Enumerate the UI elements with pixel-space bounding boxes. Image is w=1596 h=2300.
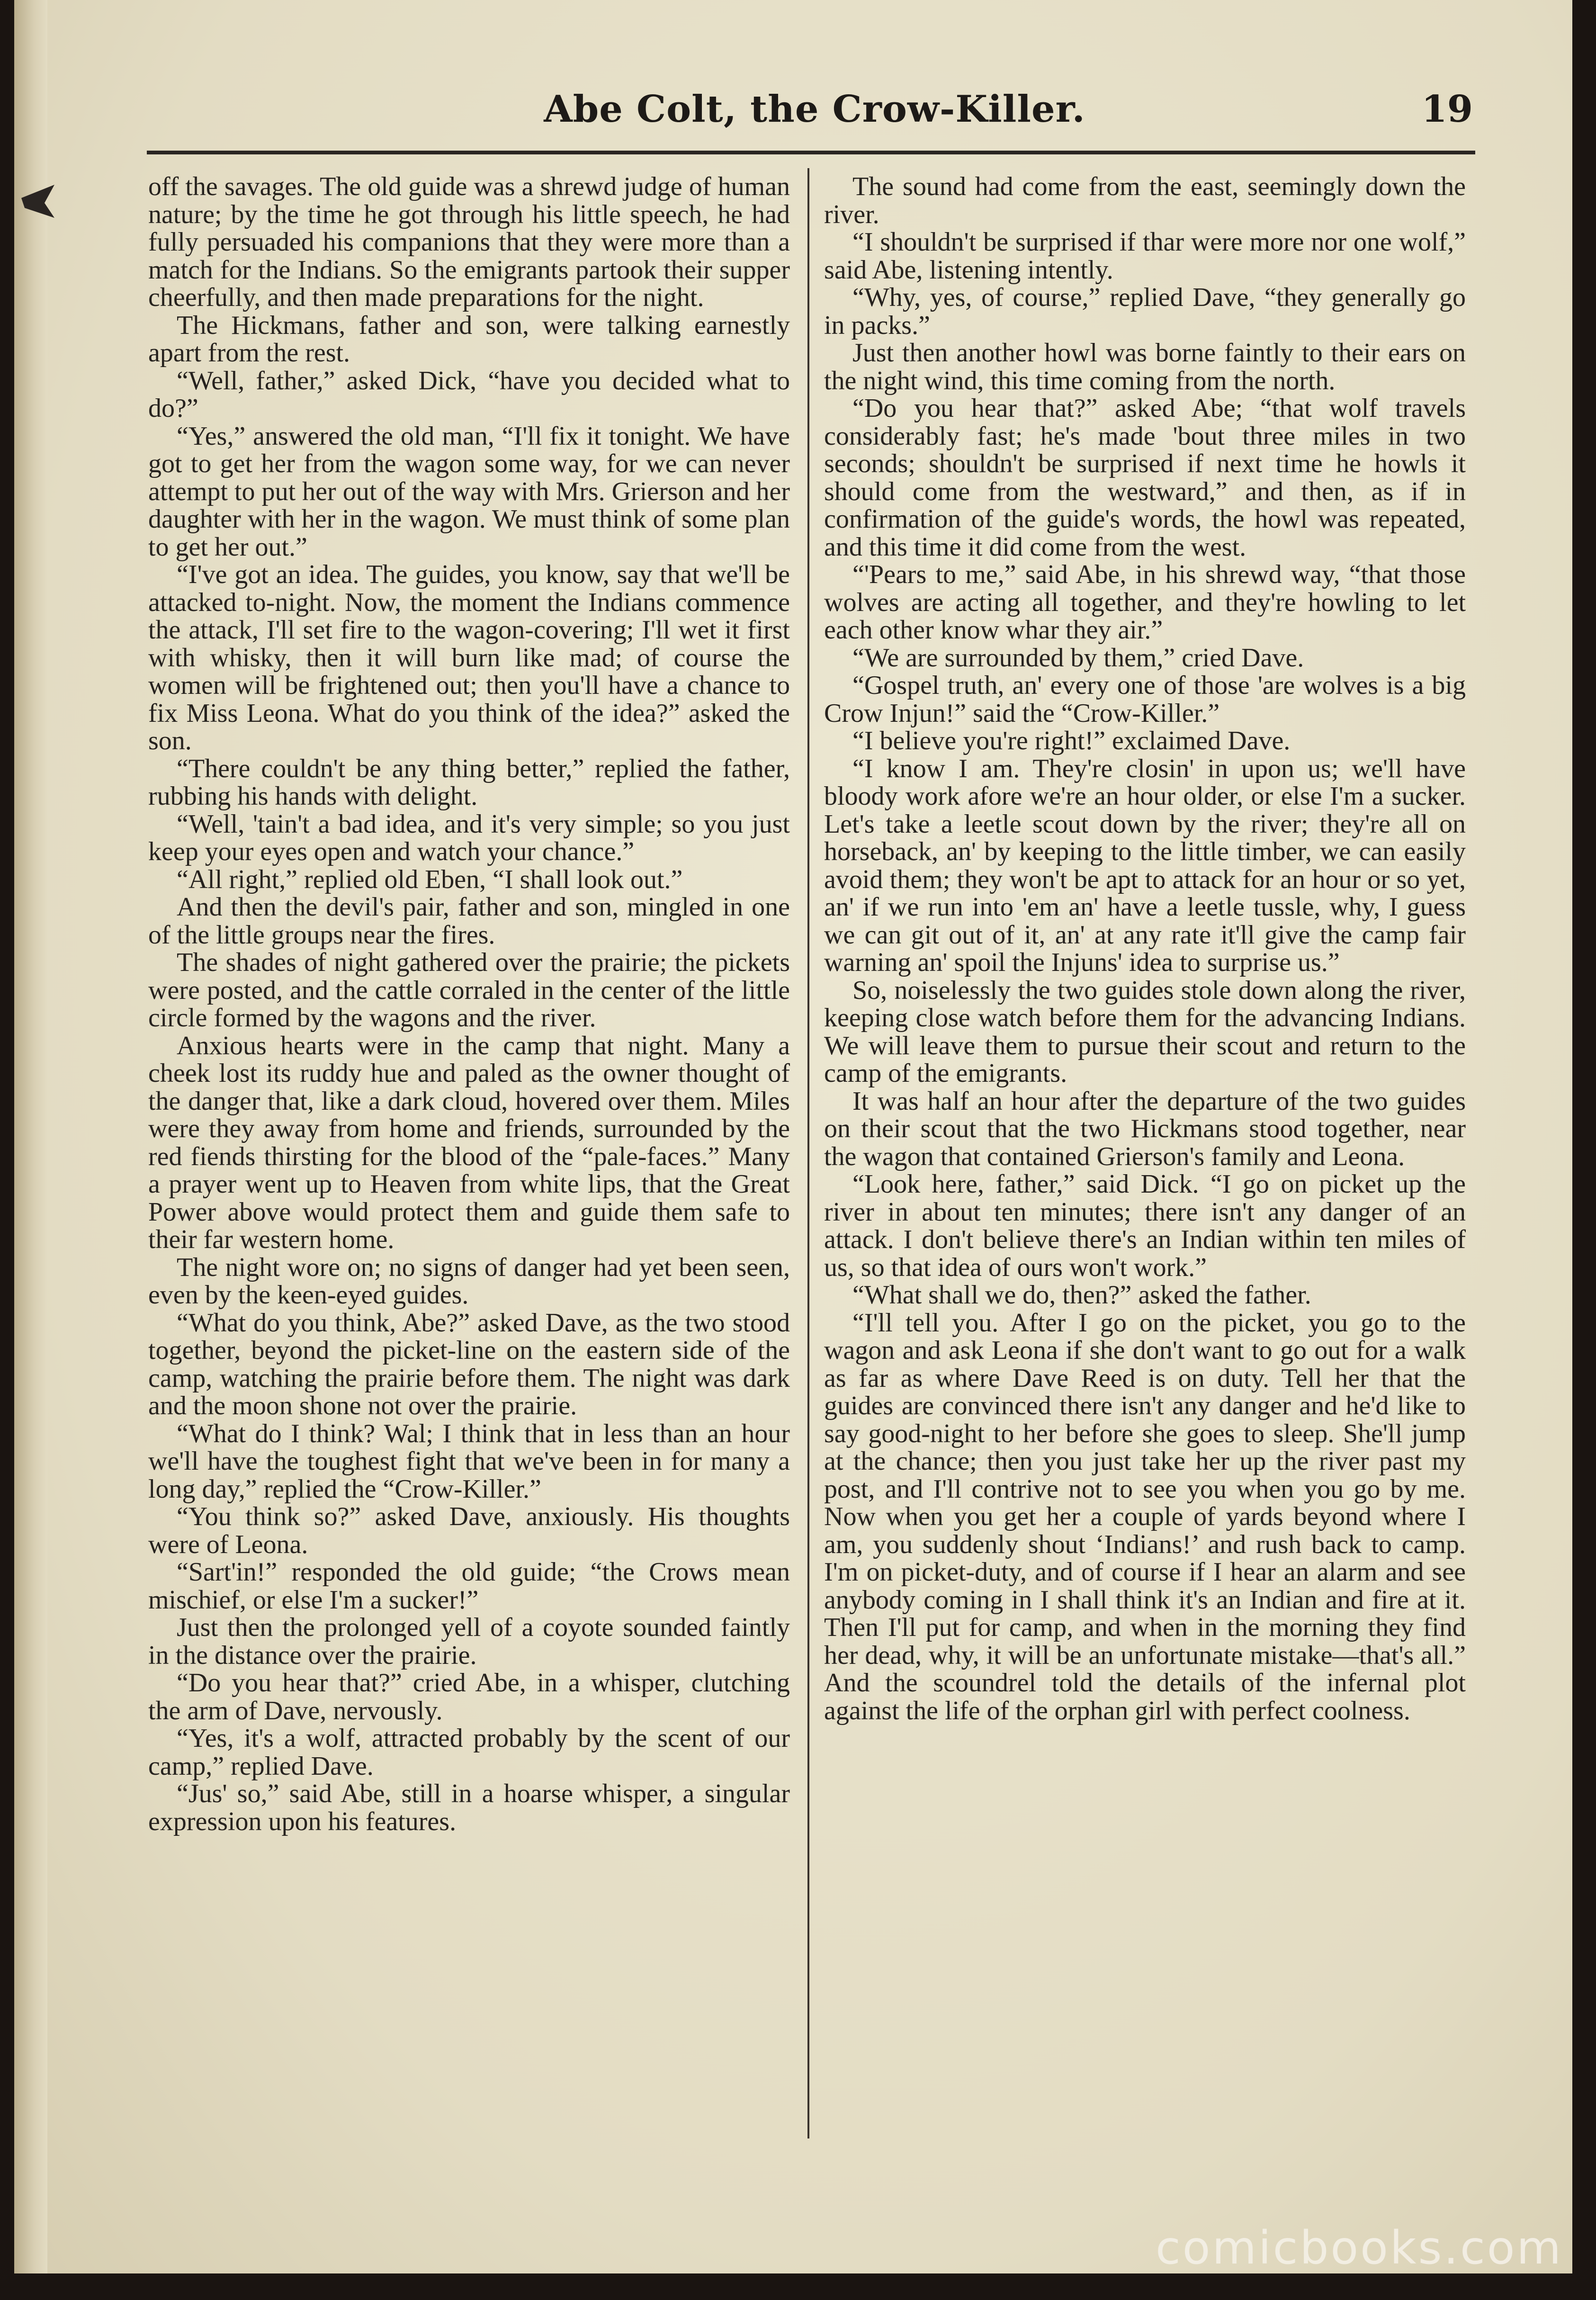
paragraph: The sound had come from the east, seemingly down the river.	[824, 173, 1466, 229]
paragraph: “I shouldn't be surprised if thar were more nor one wolf,” said Abe, listening intently.	[824, 227, 1466, 285]
paragraph: Just then another howl was borne faintly to their ears on the night wind, this time coming from the north.	[824, 338, 1466, 395]
page-number: 19	[1421, 88, 1473, 131]
left-text-column	[148, 173, 790, 2153]
paragraph: “Well, father,” asked Dick, “have you decided what to do?”	[148, 366, 790, 423]
paragraph: The Hickmans, father and son, were talking earnestly apart from the rest.	[148, 310, 790, 368]
header-rule	[147, 151, 1475, 154]
paragraph: “Do you hear that?” asked Abe; “that wolf travels considerably fast; he's made 'bout three miles in two seconds; shouldn't be surprised if next time he howls it should come from the westward,” and then, as if in confirmation of the guide's words, the howl was repeated, and this time it did come from the west.	[824, 394, 1466, 562]
bottom-border	[14, 2273, 1572, 2300]
paragraph: “Why, yes, of course,” replied Dave, “they generally go in packs.”	[824, 283, 1466, 340]
paragraph: “'Pears to me,” said Abe, in his shrewd way, “that those wolves are acting all together, and they're howling to let each other know whar they air.”	[824, 560, 1466, 645]
page-spine-shadow	[14, 0, 47, 2273]
site-watermark: comicbooks.com	[1155, 2221, 1563, 2274]
paragraph: The shades of night gathered over the prairie; the pickets were posted, and the cattle corraled in the center of the little circle formed by the wagons and the river.	[148, 948, 790, 1033]
paragraph: It was half an hour after the departure of the two guides on their scout that the two Hickmans stood together, near the wagon that contained Grierson's family and Leona.	[824, 1086, 1466, 1171]
paragraph: “What do you think, Abe?” asked Dave, as the two stood together, beyond the picket-line on the eastern side of the camp, watching the prairie before them. The night was dark and the moon shone not over the prairie.	[148, 1308, 790, 1420]
paragraph: “All right,” replied old Eben, “I shall look out.”	[177, 864, 683, 894]
paragraph: “I'll tell you. After I go on the picket, you go to the wagon and ask Leona if she don't want to go out for a walk as far as where Dave Reed is on duty. Tell her that the guides are convinced there isn't any danger and he'd like to say good-night to her before she goes to sleep. She'll jump at the chance; then you just take her up the river past my post, and I'll contrive not to see you when you go by me. Now when you get her a couple of yards beyond where I am, you suddenly shout ‘Indians!’ and rush back to camp. I'm on picket-duty, and of course if I hear an alarm and see anybody coming in I shall think it's an Indian and fire at it. Then I'll put for camp, and when in the morning they find her dead, why, it will be an unfortunate mistake—that's all.” And the scoundrel told the details of the infernal plot against the life of the orphan girl with perfect coolness.	[824, 1308, 1466, 1725]
paragraph: “We are surrounded by them,” cried Dave.	[852, 643, 1304, 673]
paragraph: Just then the prolonged yell of a coyote sounded faintly in the distance over the prairie.	[148, 1613, 790, 1670]
paragraph: “Well, 'tain't a bad idea, and it's very simple; so you just keep your eyes open and watch your chance.”	[148, 809, 790, 866]
running-title: Abe Colt, the Crow-Killer.	[544, 88, 1085, 131]
paragraph: “There couldn't be any thing better,” replied the father, rubbing his hands with delight.	[148, 754, 790, 811]
running-header	[152, 88, 1478, 135]
paragraph: “Yes, it's a wolf, attracted probably by the scent of our camp,” replied Dave.	[148, 1724, 790, 1781]
paragraph: “I know I am. They're closin' in upon us; we'll have bloody work afore we're an hour older, or else I'm a sucker. Let's take a leetle scout down by the river; they're all on horseback, an' by keeping to the little timber, we can easily avoid them; they won't be apt to attack for an hour or so yet, an' if we run into 'em an' have a leetle tussle, why, I guess we can git out of it, an' at any rate it'll give the camp fair warning an' spoil the Injuns' idea to surprise us.”	[824, 754, 1466, 977]
paragraph: “What do I think? Wal; I think that in less than an hour we'll have the toughest fight that we've been in for many a long day,” replied the “Crow-Killer.”	[148, 1419, 790, 1504]
paragraph: “Do you hear that?” cried Abe, in a whisper, clutching the arm of Dave, nervously.	[148, 1668, 790, 1725]
right-text-column	[824, 173, 1466, 2153]
paragraph: “Sart'in!” responded the old guide; “the Crows mean mischief, or else I'm a sucker!”	[148, 1557, 790, 1615]
paragraph: “Jus' so,” said Abe, still in a hoarse whisper, a singular expression upon his features.	[148, 1779, 790, 1836]
paragraph: “What shall we do, then?” asked the father.	[852, 1280, 1311, 1310]
paragraph: And then the devil's pair, father and son, mingled in one of the little groups near the fires.	[148, 892, 790, 950]
paragraph: Anxious hearts were in the camp that night. Many a cheek lost its ruddy hue and paled as the owner thought of the danger that, like a dark cloud, hovered over them. Miles were they away from home and friends, surrounded by the red fiends thirsting for the blood of the “pale-faces.” Many a prayer went up to Heaven from white lips, that the Great Power above would protect them and guide them safe to their far western home.	[148, 1031, 790, 1254]
paragraph: “I believe you're right!” exclaimed Dave.	[852, 726, 1291, 755]
paragraph: “Yes,” answered the old man, “I'll fix it tonight. We have got to get her from the wagon some way, for we can never attempt to put her out of the way with Mrs. Grierson and her daughter with her in the wagon. We must think of some plan to get her out.”	[148, 421, 790, 562]
paragraph: The night wore on; no signs of danger had yet been seen, even by the keen-eyed guides.	[148, 1252, 790, 1310]
column-divider	[807, 168, 809, 2138]
book-page	[14, 0, 1572, 2273]
paragraph: So, noiselessly the two guides stole down along the river, keeping close watch before them for the advancing Indians. We will leave them to pursue their scout and return to the camp of the emigrants.	[824, 975, 1466, 1088]
paragraph: off the savages. The old guide was a shrewd judge of human nature; by the time he got through his little speech, he had fully persuaded his companions that they were more than a match for the Indians. So the emigrants partook their supper cheerfully, and then made preparations for the night.	[148, 173, 790, 312]
paragraph: “Gospel truth, an' every one of those 'are wolves is a big Crow Injun!” said the “Crow-Killer.”	[824, 671, 1466, 728]
paragraph: “I've got an idea. The guides, you know, say that we'll be attacked to-night. Now, the moment the Indians commence the attack, I'll set fire to the wagon-covering; I'll wet it first with whisky, then it will burn like mad; of course the women will be frightened out; then you'll have a chance to fix Miss Leona. What do you think of the idea?” asked the son.	[148, 560, 790, 755]
paragraph: “Look here, father,” said Dick. “I go on picket up the river in about ten minutes; there isn't any danger of an attack. I don't believe there's an Indian within ten miles of us, so that idea of ours won't work.”	[824, 1169, 1466, 1282]
paragraph: “You think so?” asked Dave, anxiously. His thoughts were of Leona.	[148, 1502, 790, 1559]
